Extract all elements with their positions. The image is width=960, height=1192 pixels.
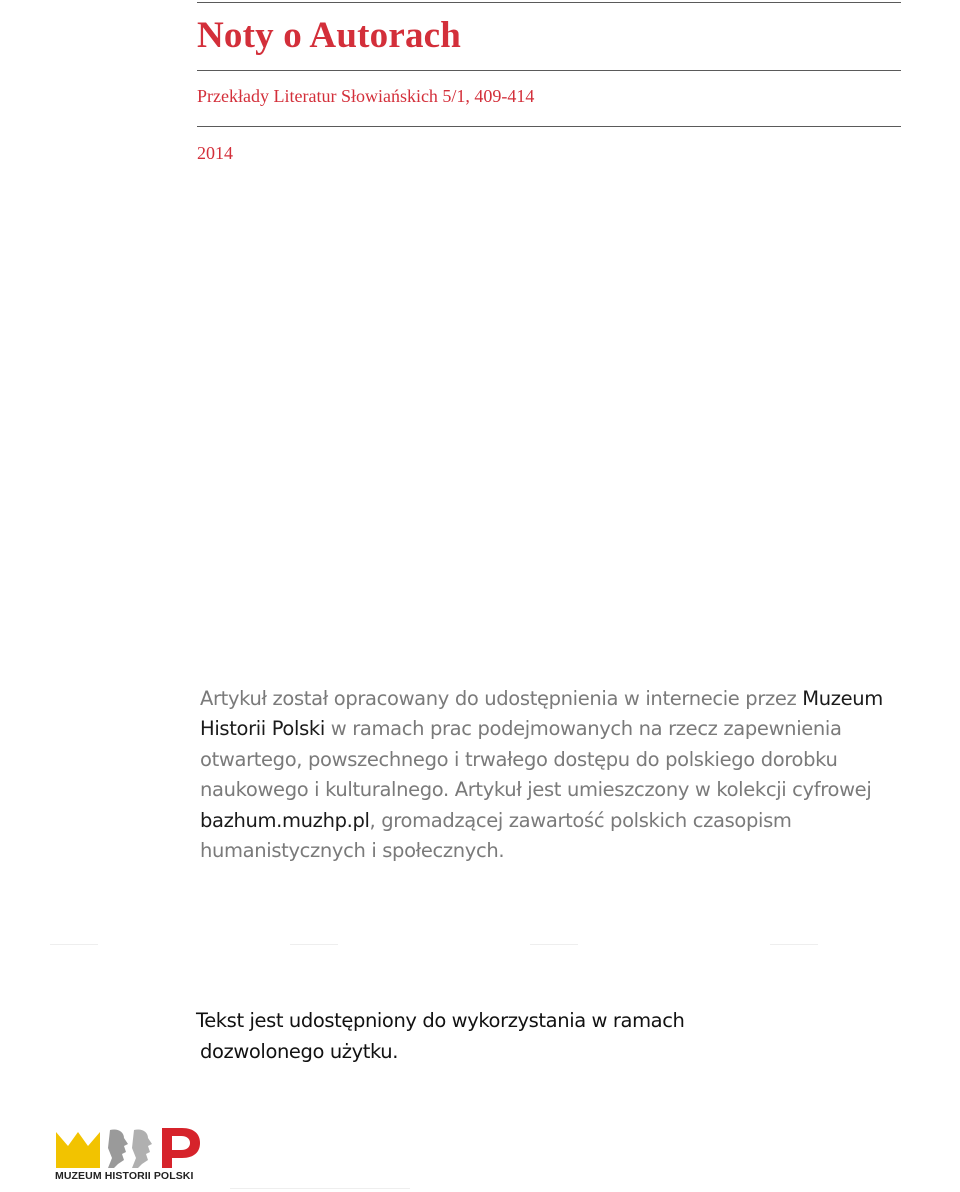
title-divider bbox=[197, 70, 901, 71]
top-rule bbox=[197, 2, 901, 3]
logo-label: MUZEUM HISTORII POLSKI bbox=[55, 1170, 194, 1182]
citation-divider bbox=[197, 126, 901, 127]
notice-text-part-2: w ramach prac podejmowanych na rzecz zapewnienia otwartego, powszechnego i trwałego dostępu do polskiego dorobku naukowego i kulturalnego. Artykuł jest umieszczony w kolekcji cyfrowej bbox=[200, 717, 872, 802]
museum-name: Muzeum Historii Polski bbox=[200, 687, 883, 741]
faint-mark bbox=[290, 944, 338, 945]
page-title: Noty o Autorach bbox=[197, 15, 462, 56]
logo-gray-profiles-2 bbox=[132, 1129, 152, 1168]
faint-mark bbox=[530, 944, 578, 945]
license-statement bbox=[196, 1005, 756, 1067]
notice-text-part-1: Artykuł został opracowany do udostępnienia w internecie przez bbox=[200, 687, 803, 710]
faint-mark bbox=[50, 944, 98, 945]
license-line-2: dozwolonego użytku. bbox=[200, 1040, 399, 1063]
publication-year: 2014 bbox=[197, 143, 233, 163]
collection-link[interactable]: bazhum.muzhp.pl bbox=[200, 808, 370, 832]
digitization-notice bbox=[200, 684, 900, 866]
faint-mark bbox=[770, 944, 818, 945]
license-line-1: Tekst jest udostępniony do wykorzystania w ramach bbox=[196, 1009, 685, 1032]
notice-text-part-3: , gromadzącej zawartość polskich czasopism humanistycznych i społecznych. bbox=[200, 808, 792, 863]
journal-citation: Przekłady Literatur Słowiańskich 5/1, 409-414 bbox=[197, 86, 535, 106]
museum-logo-icon bbox=[54, 1124, 204, 1170]
logo-gray-profiles bbox=[108, 1129, 128, 1168]
logo-yellow-crown bbox=[56, 1132, 100, 1168]
logo-red-p bbox=[162, 1128, 200, 1168]
faint-mark bbox=[230, 1188, 410, 1189]
